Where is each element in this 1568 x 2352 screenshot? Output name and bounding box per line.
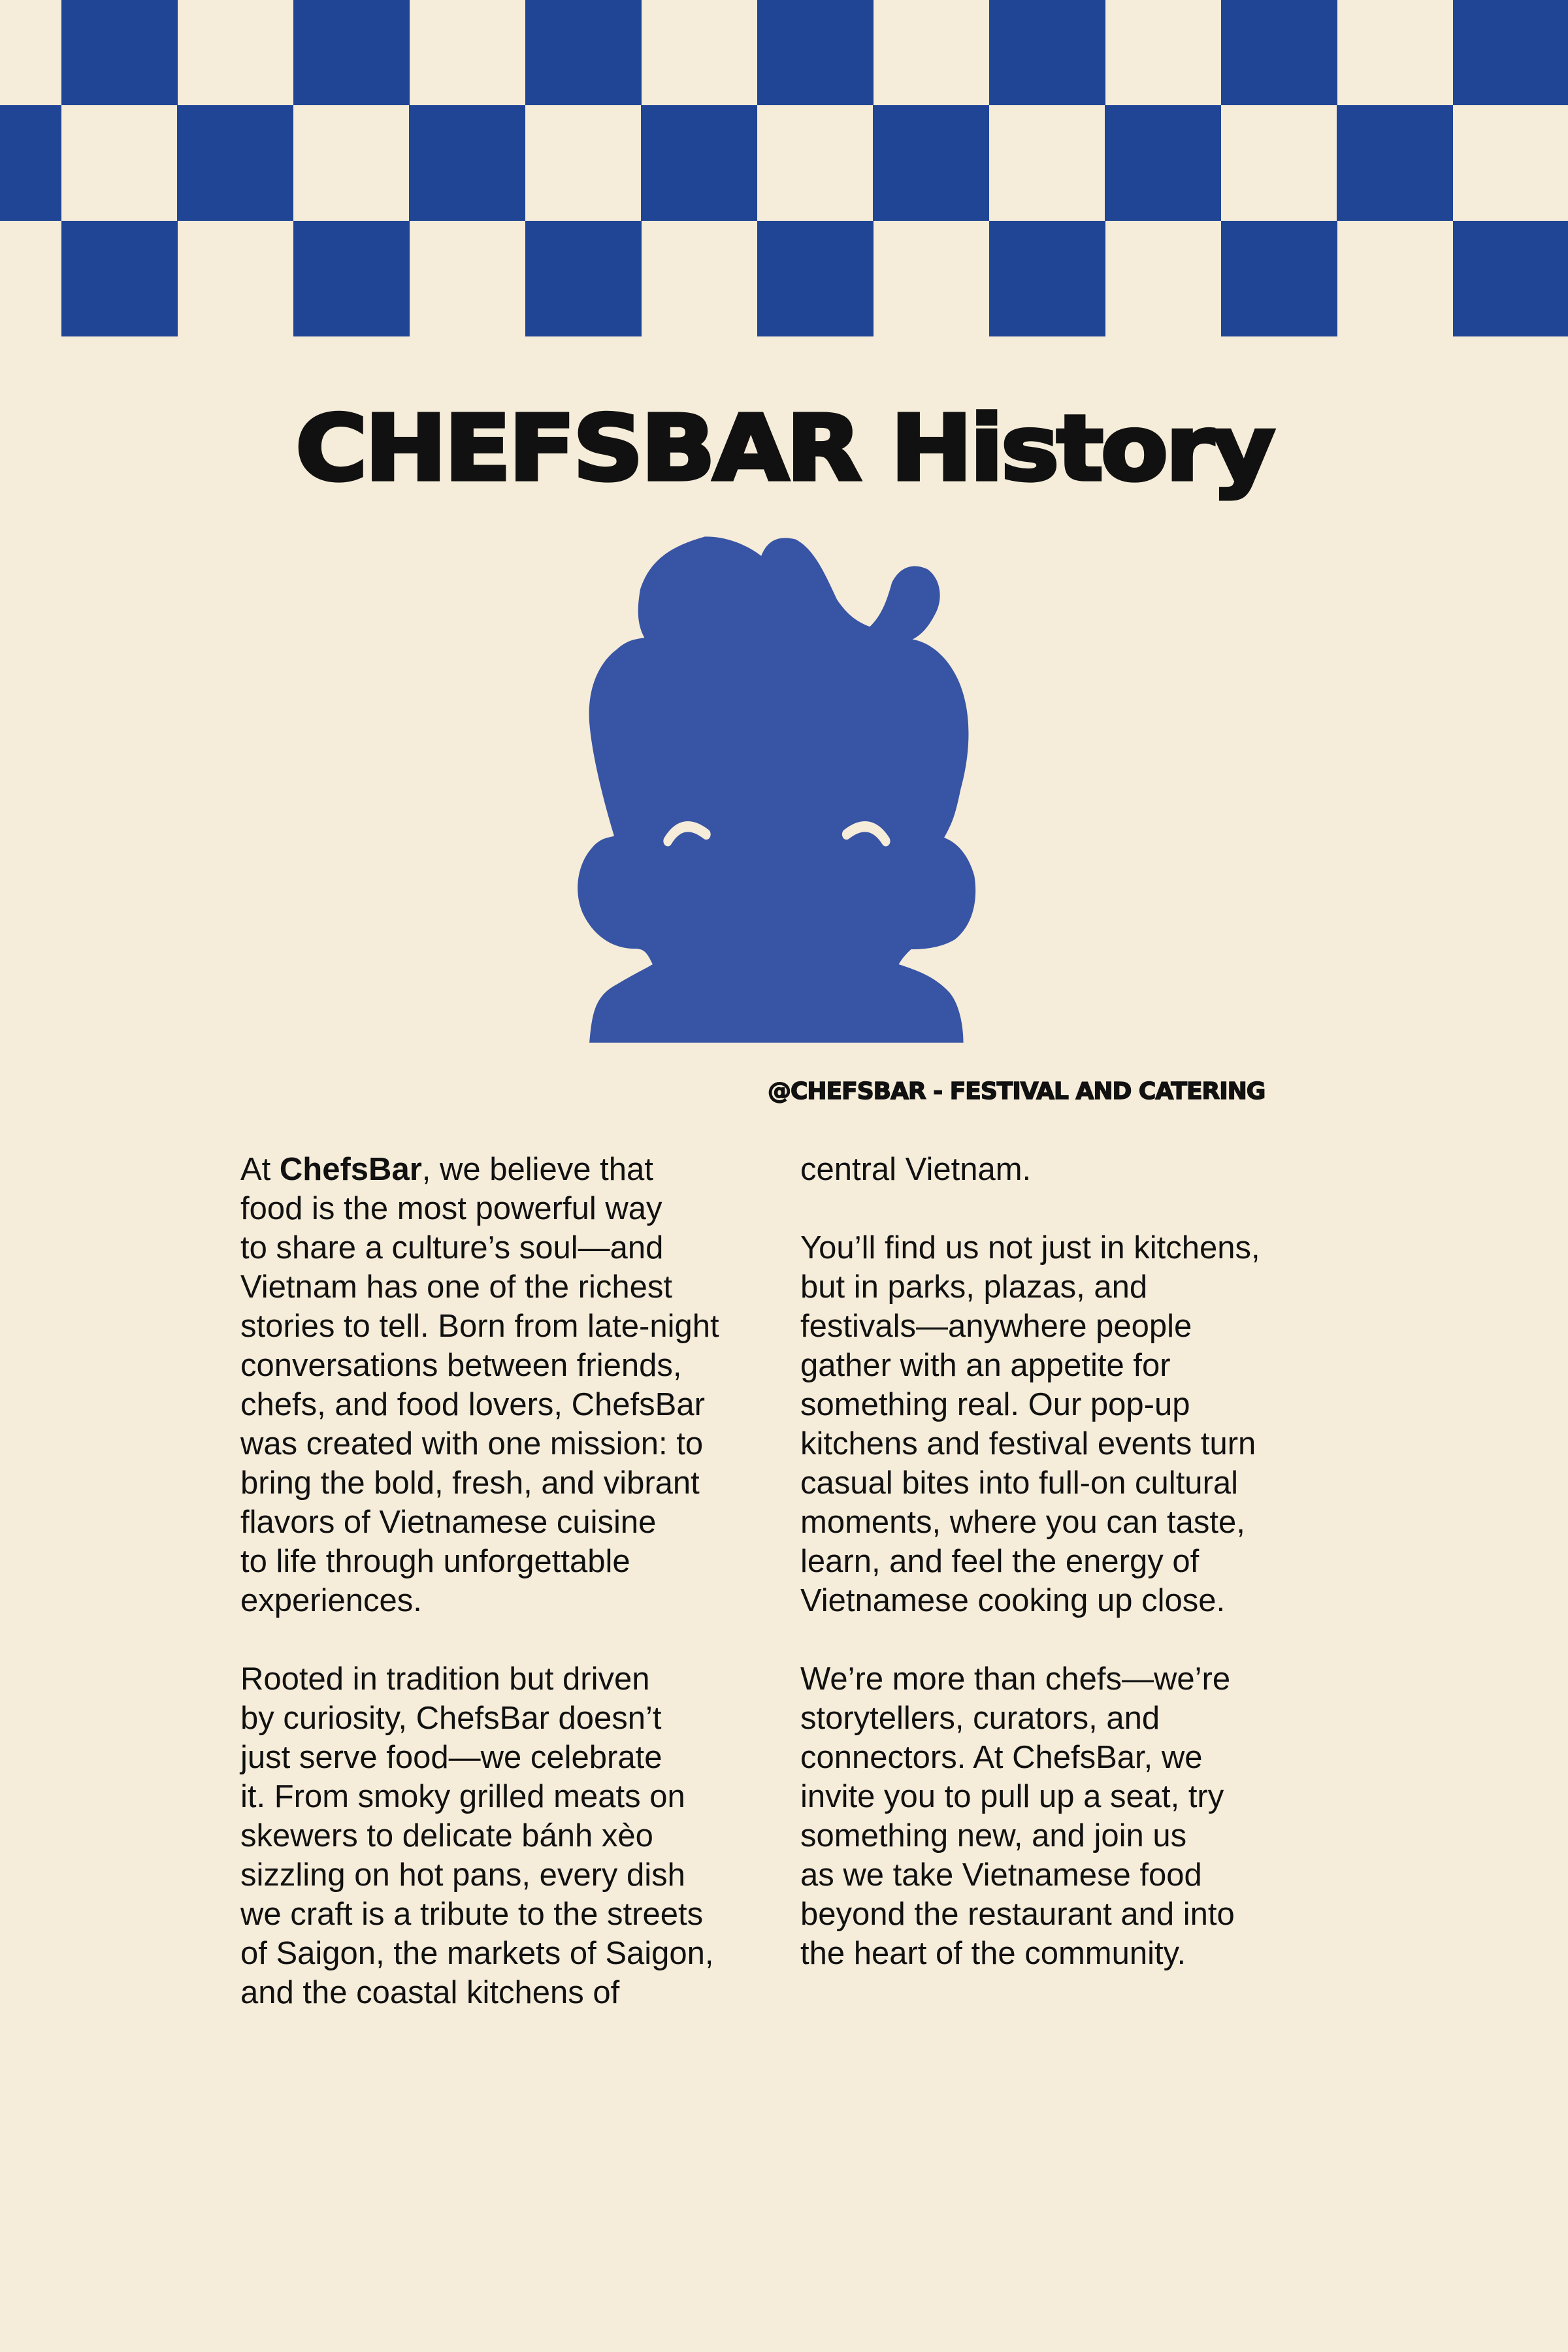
intro-suffix: , we believe that	[421, 1152, 653, 1187]
paragraph-line: we craft is a tribute to the streets	[240, 1897, 704, 1932]
paragraph-line: beyond the restaurant and into	[800, 1897, 1235, 1932]
checker-square	[61, 221, 178, 336]
checker-square	[61, 0, 178, 105]
checker-square	[1221, 221, 1337, 336]
checker-square	[1453, 0, 1568, 105]
paragraph-line: stories to tell. Born from late-night	[240, 1309, 719, 1344]
paragraph-line: chefs, and food lovers, ChefsBar	[240, 1387, 705, 1422]
paragraph-line: kitchens and festival events turn	[800, 1426, 1256, 1462]
paragraph-line: bring the bold, fresh, and vibrant	[240, 1465, 700, 1501]
paragraph-line: conversations between friends,	[240, 1348, 682, 1383]
checker-square	[1453, 221, 1568, 336]
checker-square	[641, 105, 757, 221]
paragraph-line: Vietnamese cooking up close.	[800, 1583, 1226, 1618]
paragraph-line: something new, and join us	[800, 1818, 1187, 1854]
paragraph-line: storytellers, curators, and	[800, 1701, 1160, 1736]
checker-square	[293, 0, 410, 105]
paragraph-line: We’re more than chefs—we’re	[800, 1661, 1231, 1697]
intro-line	[240, 1150, 719, 1189]
paragraph-line: to life through unforgettable	[240, 1544, 630, 1579]
paragraph-line: invite you to pull up a seat, try	[800, 1779, 1224, 1814]
paragraph-line: it. From smoky grilled meats on	[240, 1779, 685, 1814]
chef-mascot-icon	[562, 523, 993, 1045]
paragraph-line: learn, and feel the energy of	[800, 1544, 1200, 1579]
checker-square	[1337, 105, 1453, 221]
paragraph-line: but in parks, plazas, and	[800, 1269, 1148, 1305]
caption: @CHEFSBAR - FESTIVAL AND CATERING	[768, 1078, 1266, 1105]
paragraph-line: sizzling on hot pans, every dish	[240, 1857, 685, 1893]
checker-square	[0, 105, 61, 221]
paragraph-line: to share a culture’s soul—and	[240, 1230, 664, 1266]
paragraph-line: connectors. At ChefsBar, we	[800, 1740, 1203, 1775]
left-column	[240, 1150, 719, 2012]
paragraph-line: central Vietnam.	[800, 1152, 1032, 1187]
paragraph-line: the heart of the community.	[800, 1936, 1186, 1971]
paragraph-line: just serve food—we celebrate	[240, 1740, 662, 1775]
checker-square	[989, 0, 1105, 105]
paragraph-line: was created with one mission: to	[240, 1426, 704, 1462]
paragraph-line: Rooted in tradition but driven	[240, 1661, 650, 1697]
paragraph-line: skewers to delicate bánh xèo	[240, 1818, 653, 1854]
right-column	[800, 1150, 1260, 1973]
checker-square	[525, 0, 642, 105]
checker-square	[293, 221, 410, 336]
paragraph-line: as we take Vietnamese food	[800, 1857, 1202, 1893]
checker-square	[525, 221, 642, 336]
paragraph-line: of Saigon, the markets of Saigon,	[240, 1936, 714, 1971]
checker-square	[873, 105, 989, 221]
paragraph-line: You’ll find us not just in kitchens,	[800, 1230, 1260, 1266]
checker-square	[757, 0, 874, 105]
paragraph-line: casual bites into full-on cultural	[800, 1465, 1239, 1501]
paragraph-line: festivals—anywhere people	[800, 1309, 1192, 1344]
checker-square	[989, 221, 1105, 336]
paragraph-line: something real. Our pop-up	[800, 1387, 1190, 1422]
checker-square	[1221, 0, 1337, 105]
checker-square	[1105, 105, 1221, 221]
checker-square	[177, 105, 293, 221]
paragraph-line: food is the most powerful way	[240, 1191, 662, 1226]
checker-square	[409, 105, 525, 221]
brand-name: ChefsBar	[279, 1152, 422, 1187]
checkerboard-banner	[0, 0, 1568, 336]
paragraph-line: and the coastal kitchens of	[240, 1975, 620, 2010]
checker-square	[757, 221, 874, 336]
intro-prefix: At	[240, 1152, 280, 1187]
paragraph-line: gather with an appetite for	[800, 1348, 1171, 1383]
paragraph-line: Vietnam has one of the richest	[240, 1269, 672, 1305]
paragraph-line: moments, where you can taste,	[800, 1505, 1245, 1540]
page-title: CHEFSBAR History	[295, 396, 1273, 502]
paragraph-line: by curiosity, ChefsBar doesn’t	[240, 1701, 662, 1736]
mascot-silhouette	[578, 536, 975, 1043]
paragraph-line: flavors of Vietnamese cuisine	[240, 1505, 657, 1540]
paragraph-line: experiences.	[240, 1583, 422, 1618]
